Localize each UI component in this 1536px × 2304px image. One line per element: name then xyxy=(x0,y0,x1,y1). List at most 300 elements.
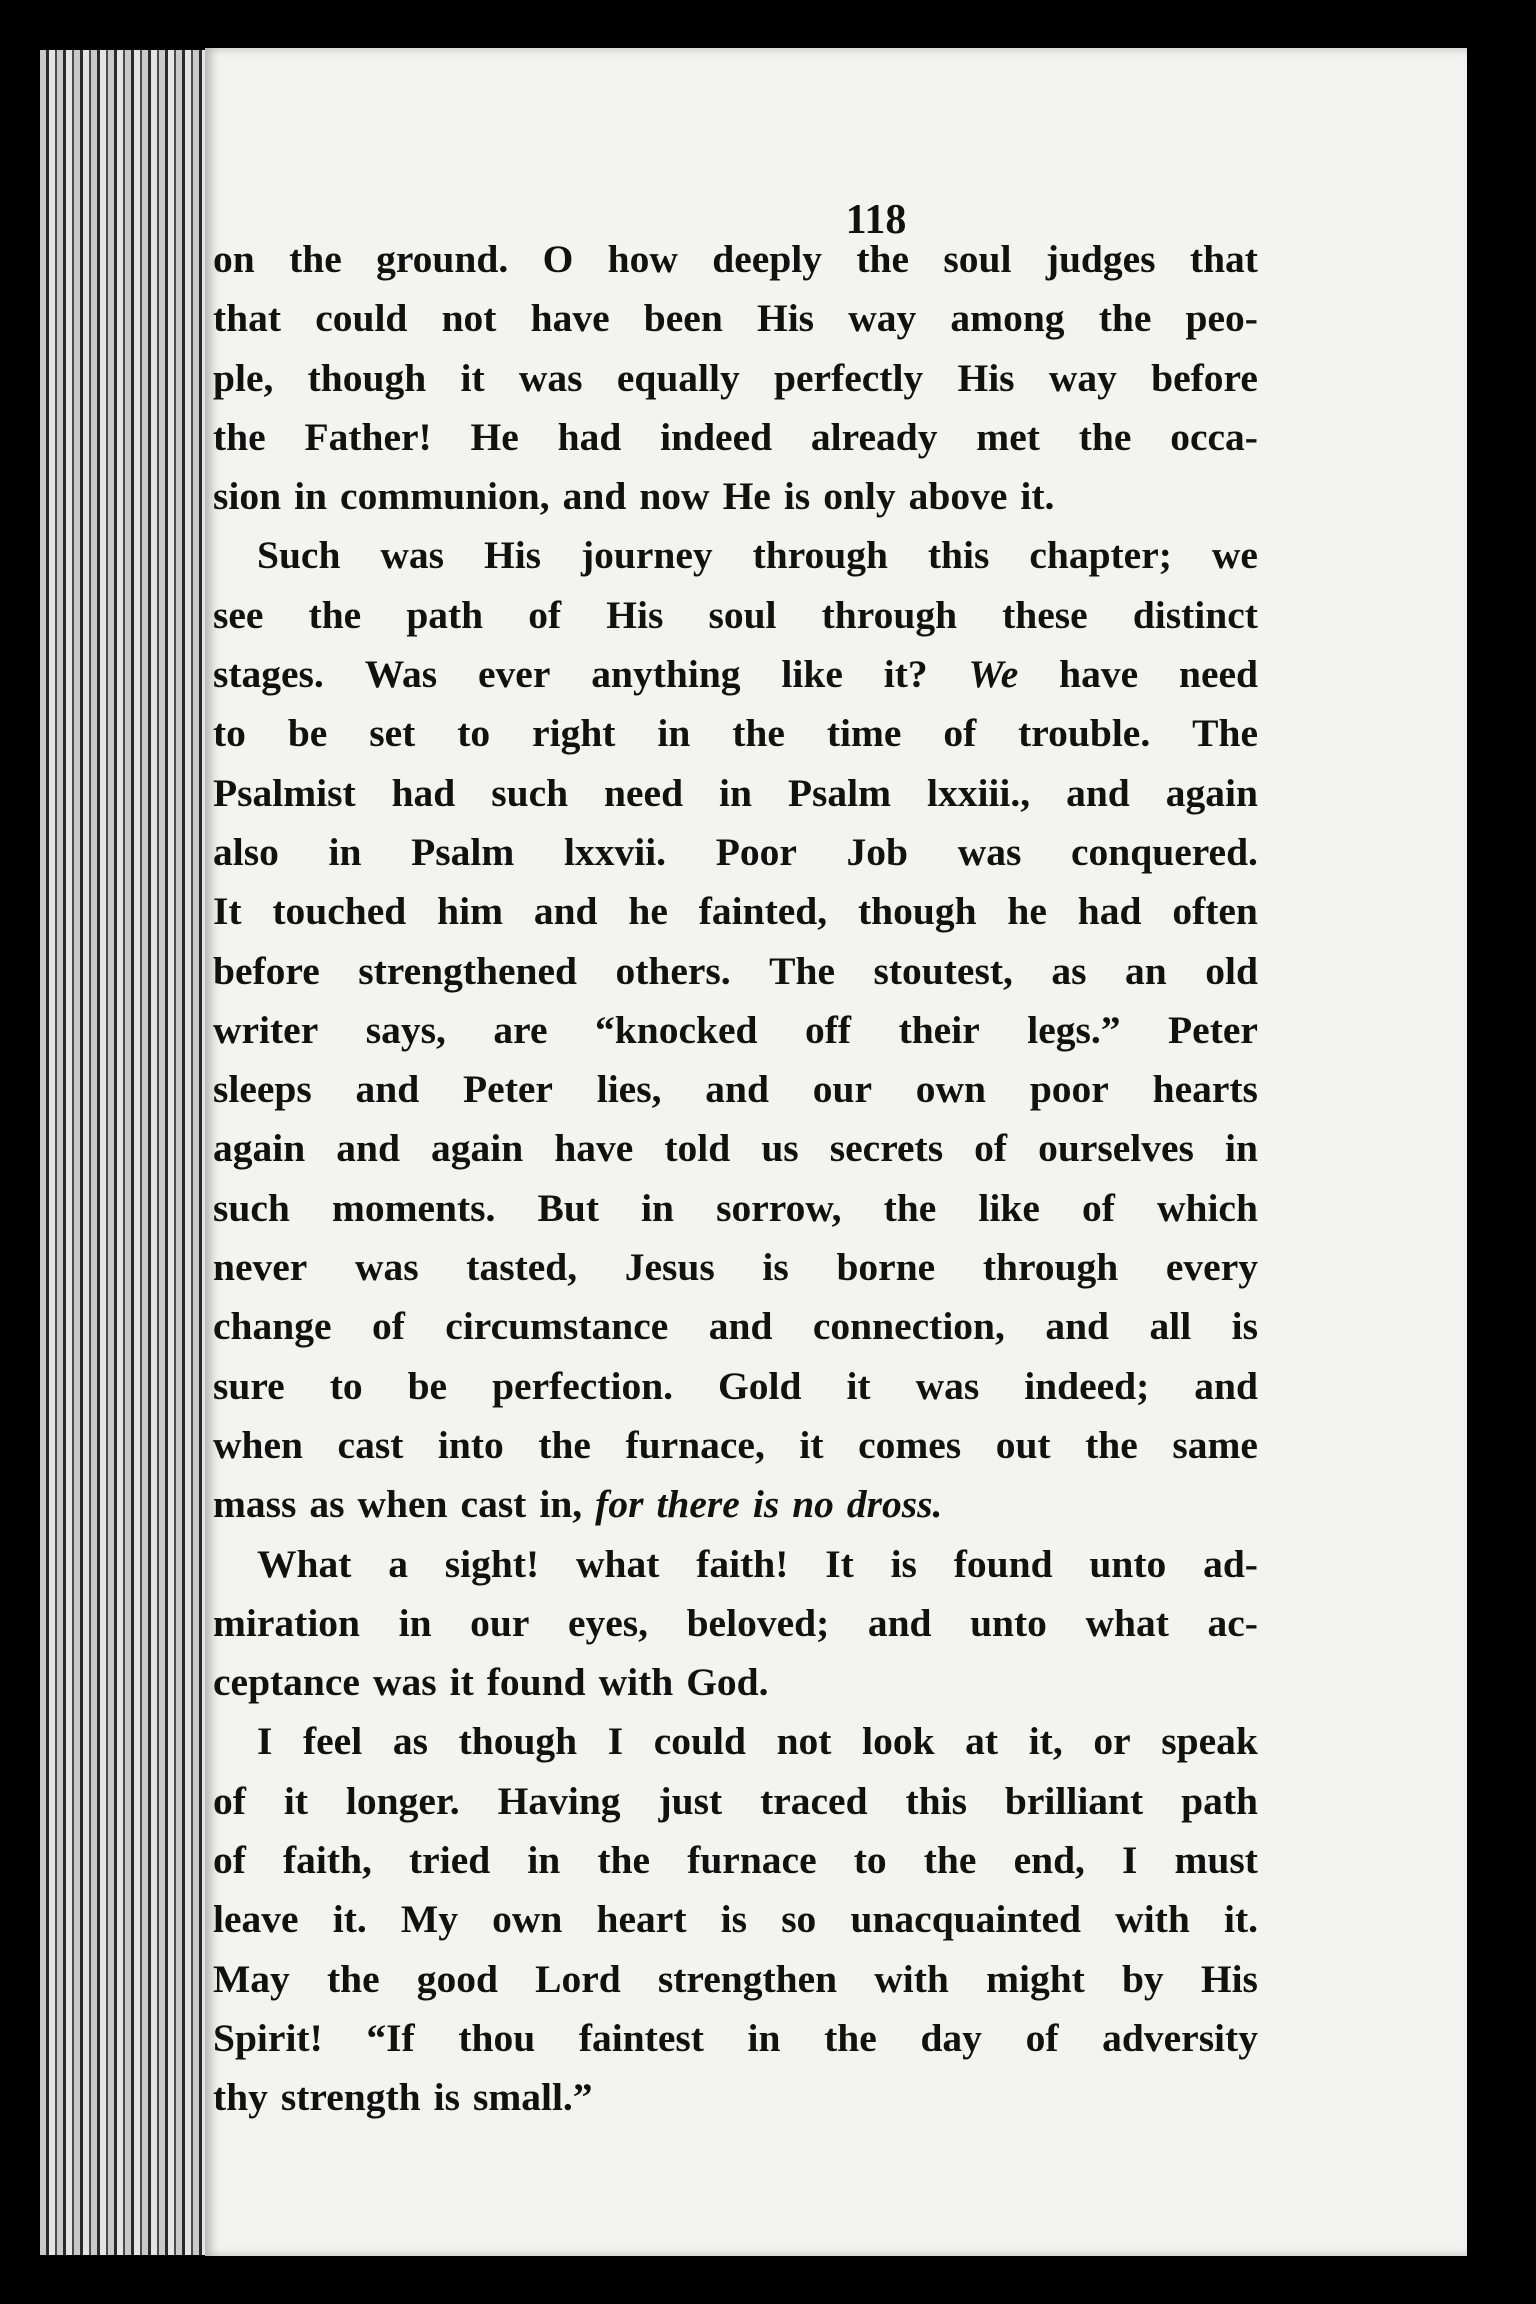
word: peo- xyxy=(1185,296,1258,341)
word: it. xyxy=(332,1897,367,1942)
word: fainted, xyxy=(698,889,828,934)
word: ple, xyxy=(213,355,274,400)
word: see xyxy=(213,592,264,637)
text-line xyxy=(213,1712,1258,1771)
word: like xyxy=(781,652,843,697)
word: the xyxy=(326,1956,380,2001)
word: in xyxy=(328,829,362,874)
word: already xyxy=(810,414,938,459)
word: had xyxy=(557,414,622,459)
word: sight! xyxy=(444,1541,540,1586)
word: poor xyxy=(1029,1067,1109,1112)
word: feel xyxy=(303,1719,363,1764)
word: of xyxy=(213,1778,246,1823)
text-line xyxy=(213,764,1258,823)
word: through xyxy=(752,533,888,578)
word: Psalm xyxy=(411,829,515,874)
word: their xyxy=(898,1007,980,1052)
text-line xyxy=(213,1535,1258,1594)
word: strength xyxy=(280,2075,421,2120)
word: of xyxy=(1025,2015,1059,2060)
word: He xyxy=(722,474,771,519)
text-line xyxy=(213,1653,1258,1712)
word: it, xyxy=(1028,1719,1063,1764)
word: cast xyxy=(460,1482,527,1527)
word: and xyxy=(1194,1363,1258,1408)
word: in xyxy=(747,2015,781,2060)
word: the xyxy=(1098,296,1152,341)
word: in xyxy=(718,770,752,815)
word: unto xyxy=(970,1600,1047,1645)
text-line xyxy=(213,2009,1258,2068)
word: which xyxy=(1156,1185,1258,1230)
word: need xyxy=(1179,652,1258,697)
word: miration xyxy=(213,1600,361,1645)
word: through xyxy=(982,1245,1119,1290)
text-line xyxy=(213,823,1258,882)
page-number: 118 xyxy=(845,197,907,243)
word: We xyxy=(968,652,1019,697)
word: faith! xyxy=(696,1541,789,1586)
word: It xyxy=(825,1541,854,1586)
word: Psalm xyxy=(787,770,892,815)
word: Such xyxy=(257,533,341,578)
word: But xyxy=(537,1185,599,1230)
word: deeply xyxy=(712,237,822,281)
word: not xyxy=(441,296,497,341)
word: now xyxy=(639,474,710,519)
word: such xyxy=(213,1185,290,1230)
word: What xyxy=(257,1541,352,1586)
word: was xyxy=(957,829,1022,874)
word: are xyxy=(493,1007,548,1052)
word: of xyxy=(943,711,977,756)
word: the xyxy=(289,237,342,281)
word: on xyxy=(213,237,255,281)
word: look xyxy=(862,1719,935,1764)
word: could xyxy=(653,1719,746,1764)
word: in xyxy=(527,1838,561,1883)
word: journey xyxy=(580,533,713,578)
word: only xyxy=(823,474,896,519)
word: the xyxy=(732,711,785,756)
word: the xyxy=(923,1838,977,1883)
text-line xyxy=(213,408,1258,467)
word: again xyxy=(431,1126,524,1171)
word: hearts xyxy=(1152,1067,1258,1112)
word: though xyxy=(307,355,427,400)
word: ourselves xyxy=(1038,1126,1194,1171)
word: was xyxy=(915,1363,980,1408)
word: tasted, xyxy=(466,1245,578,1290)
word: our xyxy=(812,1067,872,1112)
word: to xyxy=(853,1838,887,1883)
word: judges xyxy=(1045,237,1156,281)
word: also xyxy=(213,829,279,874)
word: Lord xyxy=(535,1956,621,2001)
word: it xyxy=(799,1422,824,1467)
word: traced xyxy=(760,1778,868,1823)
word: way xyxy=(1048,355,1117,400)
word: out xyxy=(995,1422,1051,1467)
word: is xyxy=(433,2075,460,2120)
word: this xyxy=(927,533,990,578)
word: chapter; xyxy=(1029,533,1172,578)
word: have xyxy=(1059,652,1139,697)
word: in xyxy=(657,711,691,756)
word: been xyxy=(643,296,723,341)
word: as xyxy=(1051,948,1087,993)
word: beloved; xyxy=(686,1600,830,1645)
word: of xyxy=(371,1304,405,1349)
word: distinct xyxy=(1132,592,1258,637)
word: there xyxy=(656,1482,740,1527)
word: Poor xyxy=(715,829,797,874)
word: have xyxy=(554,1126,634,1171)
word: adversity xyxy=(1102,2015,1258,2060)
text-line xyxy=(213,1238,1258,1297)
word: Was xyxy=(364,652,438,697)
word: might xyxy=(986,1956,1085,2001)
word: had xyxy=(1077,889,1142,934)
word: stoutest, xyxy=(873,948,1013,993)
word: writer xyxy=(213,1007,319,1052)
word: he xyxy=(628,889,668,934)
word: of xyxy=(1081,1185,1115,1230)
word: a xyxy=(388,1541,408,1586)
word: be xyxy=(287,711,328,756)
word: met xyxy=(976,414,1040,459)
word: was xyxy=(518,355,583,400)
word: furnace, xyxy=(625,1422,765,1467)
word: and xyxy=(355,1067,420,1112)
word: trouble. xyxy=(1018,711,1151,756)
word: the xyxy=(1085,1422,1138,1467)
word: Psalmist xyxy=(213,770,356,815)
word: circumstance xyxy=(445,1304,669,1349)
text-line xyxy=(213,2068,1258,2127)
text-line xyxy=(213,942,1258,1001)
text-line xyxy=(213,1594,1258,1653)
word: speak xyxy=(1161,1719,1258,1764)
word: the xyxy=(856,237,910,281)
word: set xyxy=(369,711,416,756)
text-line xyxy=(213,1416,1258,1475)
word: how xyxy=(607,237,678,281)
word: us xyxy=(761,1126,799,1171)
word: same xyxy=(1172,1422,1258,1467)
word: old xyxy=(1205,948,1258,993)
word: no xyxy=(792,1482,834,1527)
word: all xyxy=(1149,1304,1192,1349)
word: or xyxy=(1093,1719,1131,1764)
word: the xyxy=(538,1422,591,1467)
word: mass xyxy=(213,1482,297,1527)
word: ever xyxy=(478,652,551,697)
word: could xyxy=(315,296,408,341)
word: for xyxy=(595,1482,644,1527)
word: and xyxy=(708,1304,773,1349)
word: God. xyxy=(686,1660,769,1705)
word: tried xyxy=(409,1838,491,1883)
text-line xyxy=(213,1890,1258,1949)
word: as xyxy=(392,1719,428,1764)
word: as xyxy=(309,1482,345,1527)
word: ad- xyxy=(1203,1541,1258,1586)
word: it. xyxy=(1020,474,1055,519)
word: thou xyxy=(458,2015,536,2060)
word: is xyxy=(762,1245,789,1290)
word: never xyxy=(213,1245,308,1290)
word: communion, xyxy=(340,474,550,519)
text-line xyxy=(213,230,1258,289)
word: soul xyxy=(943,237,1012,281)
word: the xyxy=(1078,414,1132,459)
word: our xyxy=(470,1600,530,1645)
word: it xyxy=(283,1778,308,1823)
word: indeed; xyxy=(1024,1363,1150,1408)
word: just xyxy=(658,1778,723,1823)
word: time xyxy=(826,711,902,756)
word: to xyxy=(329,1363,363,1408)
word: such xyxy=(491,770,569,815)
word: sorrow, xyxy=(716,1185,842,1230)
word: not xyxy=(776,1719,832,1764)
word: with xyxy=(1115,1897,1190,1942)
word: brilliant xyxy=(1004,1778,1144,1823)
word: equally xyxy=(616,355,740,400)
word: in xyxy=(294,474,328,519)
word: May xyxy=(213,1956,290,2001)
word: path xyxy=(1181,1778,1258,1823)
word: in xyxy=(1225,1126,1258,1171)
word: with xyxy=(598,1660,674,1705)
word: borne xyxy=(836,1245,936,1290)
word: and xyxy=(533,889,598,934)
word: of xyxy=(974,1126,1008,1171)
word: Having xyxy=(497,1778,621,1823)
word: legs.” xyxy=(1027,1007,1121,1052)
word: faintest xyxy=(578,2015,704,2060)
word: so xyxy=(781,1897,817,1942)
word: perfection. xyxy=(492,1363,674,1408)
word: in xyxy=(641,1185,675,1230)
word: and xyxy=(336,1126,400,1171)
word: it? xyxy=(883,652,928,697)
text-line xyxy=(213,645,1258,704)
word: again xyxy=(213,1126,306,1171)
word: above xyxy=(908,474,1008,519)
page-body-text xyxy=(213,230,1258,2128)
word: what xyxy=(575,1541,660,1586)
word: Peter xyxy=(1168,1007,1258,1052)
word: I xyxy=(257,1719,273,1764)
word: these xyxy=(1002,592,1088,637)
word: It xyxy=(213,889,242,934)
word: unacquainted xyxy=(850,1897,1081,1942)
text-line xyxy=(213,1297,1258,1356)
word: conquered. xyxy=(1071,829,1258,874)
word: and xyxy=(867,1600,932,1645)
word: is xyxy=(1231,1304,1258,1349)
word: was xyxy=(380,533,445,578)
word: need xyxy=(604,770,684,815)
word: moments. xyxy=(331,1185,496,1230)
word: His xyxy=(483,533,542,578)
word: had xyxy=(391,770,456,815)
word: faith, xyxy=(283,1838,372,1883)
word: The xyxy=(1192,711,1258,756)
text-line xyxy=(213,586,1258,645)
word: he xyxy=(1007,889,1047,934)
word: be xyxy=(407,1363,448,1408)
word: the xyxy=(308,592,362,637)
word: we xyxy=(1211,533,1258,578)
word: at xyxy=(965,1719,999,1764)
word: by xyxy=(1121,1956,1164,2001)
word: lxxvii. xyxy=(563,829,667,874)
word: found xyxy=(953,1541,1053,1586)
text-line xyxy=(213,1179,1258,1238)
word: end, xyxy=(1013,1838,1085,1883)
word: The xyxy=(769,948,836,993)
word: Job xyxy=(846,829,909,874)
word: before xyxy=(213,948,320,993)
word: it xyxy=(846,1363,871,1408)
word: of xyxy=(213,1838,246,1883)
word: Gold xyxy=(718,1363,802,1408)
word: and xyxy=(1045,1304,1110,1349)
word: path xyxy=(406,592,484,637)
word: own xyxy=(492,1897,563,1942)
word: and xyxy=(705,1067,769,1112)
word: others. xyxy=(615,948,731,993)
word: off xyxy=(804,1007,852,1052)
word: Jesus xyxy=(624,1245,715,1290)
word: must xyxy=(1174,1838,1258,1883)
word: in xyxy=(398,1600,432,1645)
word: again xyxy=(1165,770,1258,815)
word: perfectly xyxy=(774,355,924,400)
word: change xyxy=(213,1304,332,1349)
word: that xyxy=(1189,237,1258,281)
word: him xyxy=(437,889,503,934)
word: like xyxy=(978,1185,1040,1230)
word: is xyxy=(752,1482,780,1527)
word: of xyxy=(528,592,562,637)
word: was xyxy=(354,1245,419,1290)
word: anything xyxy=(591,652,741,697)
text-line xyxy=(213,467,1258,526)
word: is xyxy=(890,1541,917,1586)
word: furnace xyxy=(687,1838,817,1883)
word: His xyxy=(1200,1956,1258,2001)
word: ac- xyxy=(1207,1600,1258,1645)
word: sion xyxy=(213,474,282,519)
word: thy xyxy=(213,2075,268,2120)
word: comes xyxy=(858,1422,962,1467)
word: occa- xyxy=(1170,414,1258,459)
word: My xyxy=(400,1897,458,1942)
word: says, xyxy=(365,1007,446,1052)
word: was xyxy=(372,1660,437,1705)
word: ceptance xyxy=(213,1660,360,1705)
word: it. xyxy=(1223,1897,1258,1942)
text-line xyxy=(213,1772,1258,1831)
word: and xyxy=(1066,770,1130,815)
word: an xyxy=(1125,948,1167,993)
word: strengthen xyxy=(657,1956,838,2001)
word: “If xyxy=(366,2015,415,2060)
word: every xyxy=(1165,1245,1258,1290)
word: way xyxy=(848,296,917,341)
word: in, xyxy=(539,1482,583,1527)
word: the xyxy=(597,1838,651,1883)
word: His xyxy=(957,355,1015,400)
word: often xyxy=(1172,889,1258,934)
word: Spirit! xyxy=(213,2015,323,2060)
text-line xyxy=(213,349,1258,408)
word: sleeps xyxy=(213,1067,312,1112)
word: small.” xyxy=(472,2075,593,2120)
word: His xyxy=(756,296,815,341)
word: secrets xyxy=(829,1126,944,1171)
word: unto xyxy=(1089,1541,1167,1586)
word: sure xyxy=(213,1363,285,1408)
word: the xyxy=(213,414,266,459)
text-line xyxy=(213,1475,1258,1534)
text-line xyxy=(213,1060,1258,1119)
word: though xyxy=(857,889,977,934)
word: lxxiii., xyxy=(926,770,1031,815)
text-line xyxy=(213,704,1258,763)
word: into xyxy=(437,1422,504,1467)
word: dross. xyxy=(846,1482,943,1527)
word: that xyxy=(213,296,282,341)
word: day xyxy=(920,2015,982,2060)
word: I xyxy=(607,1719,624,1764)
word: this xyxy=(905,1778,967,1823)
text-line xyxy=(213,882,1258,941)
word: with xyxy=(874,1956,949,2001)
word: among xyxy=(950,296,1065,341)
word: the xyxy=(883,1185,937,1230)
word: and xyxy=(562,474,627,519)
word: O xyxy=(542,237,574,281)
word: told xyxy=(664,1126,731,1171)
word: Peter xyxy=(463,1067,553,1112)
word: soul xyxy=(708,592,777,637)
text-line xyxy=(213,1950,1258,2009)
word: I xyxy=(1122,1838,1138,1883)
word: is xyxy=(783,474,811,519)
text-line xyxy=(213,1119,1258,1178)
word: it xyxy=(449,1660,474,1705)
book-page-edges xyxy=(40,50,210,2255)
word: eyes, xyxy=(567,1600,649,1645)
word: strengthened xyxy=(358,948,577,993)
word: cast xyxy=(337,1422,404,1467)
word: indeed xyxy=(660,414,773,459)
word: His xyxy=(606,592,664,637)
word: touched xyxy=(272,889,407,934)
word: own xyxy=(915,1067,987,1112)
word: ground. xyxy=(376,237,509,281)
word: lies, xyxy=(596,1067,662,1112)
word: heart xyxy=(596,1897,687,1942)
word: it xyxy=(460,355,485,400)
word: to xyxy=(213,711,246,756)
